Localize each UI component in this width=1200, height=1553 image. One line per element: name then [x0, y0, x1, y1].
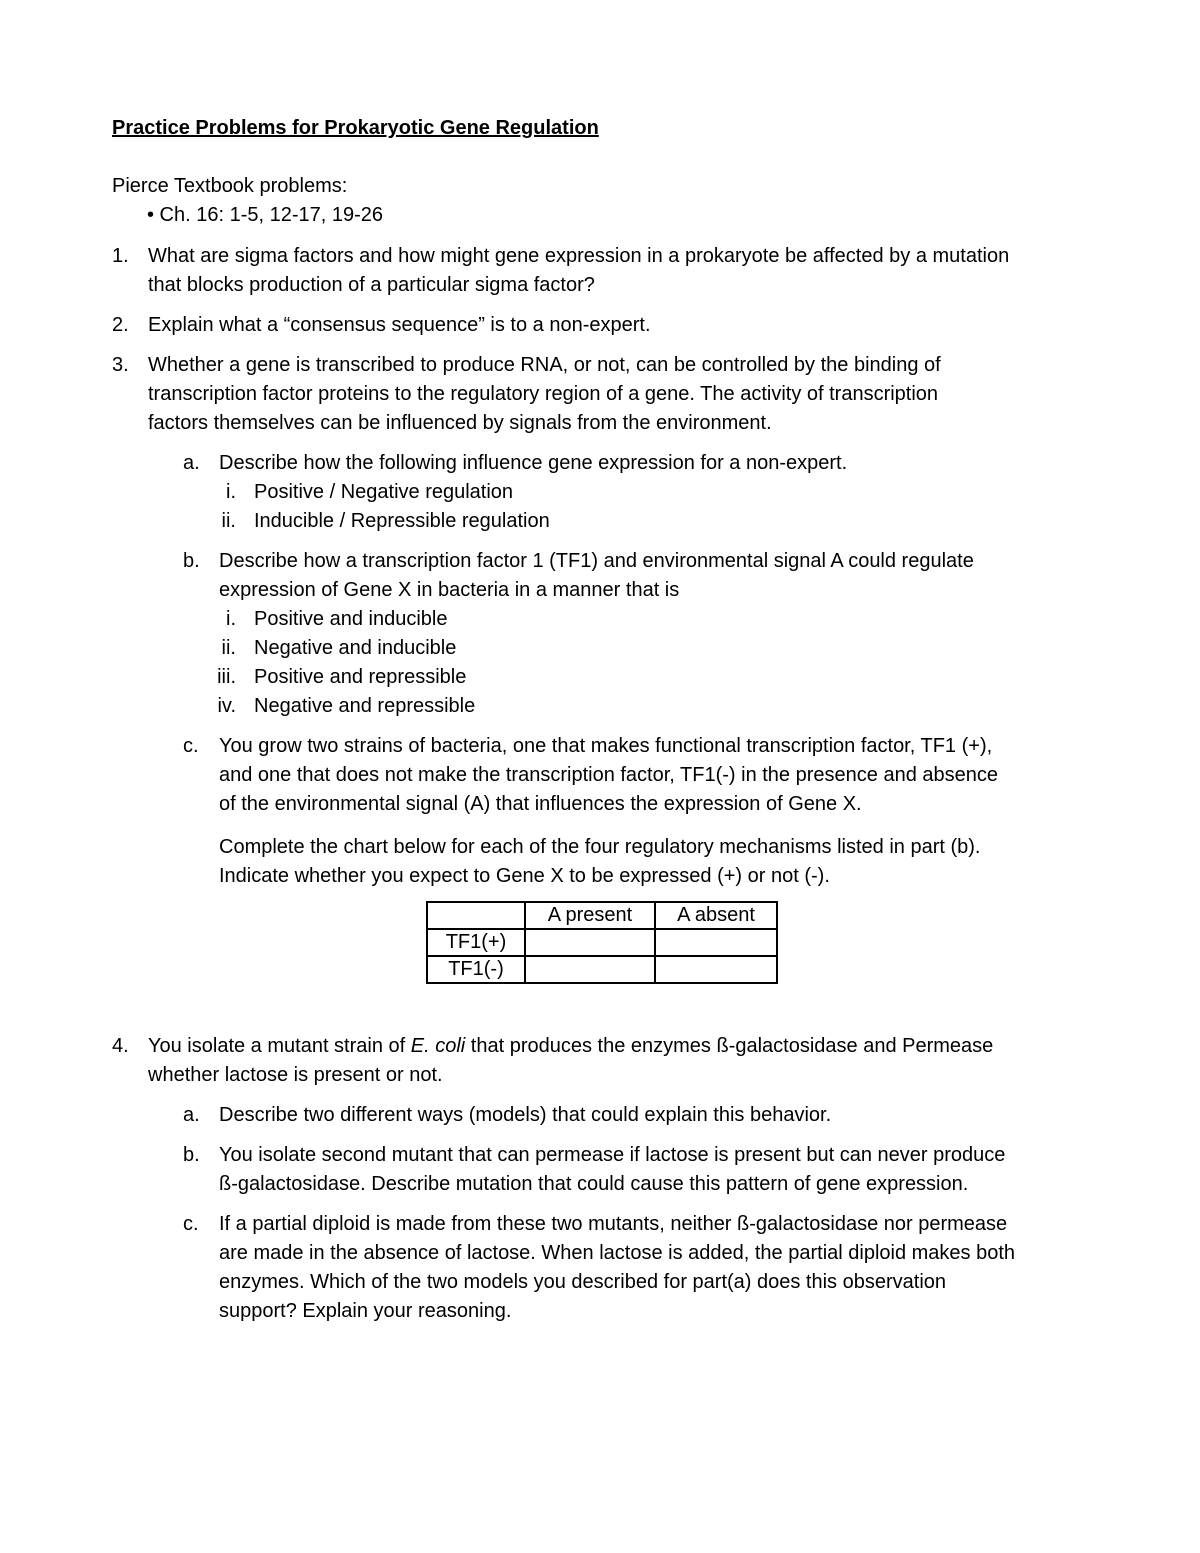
- table-row: [427, 929, 777, 956]
- q3b-iv-text: Negative and repressible: [254, 695, 476, 717]
- q3a-i-label: i.: [226, 481, 236, 503]
- q4c-line1: If a partial diploid is made from these two mutants, neither ß-galactosidase nor permease: [219, 1213, 1008, 1235]
- q4a-text: Describe two different ways (models) that could explain this behavior.: [219, 1104, 832, 1126]
- cell-tf1-minus-a-absent[interactable]: [655, 956, 777, 983]
- q3a-text: Describe how the following influence gene expression for a non-expert.: [219, 452, 848, 474]
- q3-line1: Whether a gene is transcribed to produce RNA, or not, can be controlled by the binding of: [148, 354, 941, 376]
- q3-line3: factors themselves can be influenced by signals from the environment.: [148, 412, 772, 434]
- q3c-line2: and one that does not make the transcription factor, TF1(-) in the presence and absence: [219, 764, 998, 786]
- q3a-label: a.: [183, 452, 200, 474]
- q3-line2: transcription factor proteins to the regulatory region of a gene. The activity of transcription: [148, 383, 939, 405]
- q1-number: 1.: [112, 245, 129, 267]
- q3c-label: c.: [183, 735, 199, 757]
- row-label-tf1-plus: TF1(+): [427, 929, 525, 956]
- q3c-line3: of the environmental signal (A) that influences the expression of Gene X.: [219, 793, 862, 815]
- table-row: [427, 956, 777, 983]
- q3a-ii-label: ii.: [221, 510, 236, 532]
- q3c-line5: Indicate whether you expect to Gene X to be expressed (+) or not (-).: [219, 865, 830, 887]
- expression-chart-table: [426, 901, 778, 984]
- q4a-label: a.: [183, 1104, 200, 1126]
- page-title: Practice Problems for Prokaryotic Gene Regulation: [112, 117, 599, 139]
- q4-number: 4.: [112, 1035, 129, 1057]
- q3b-iv-label: iv.: [217, 695, 236, 717]
- q4-line1: [148, 1032, 993, 1061]
- q3b-ii-label: ii.: [221, 637, 236, 659]
- q2-line1: Explain what a “consensus sequence” is to a non-expert.: [148, 314, 651, 336]
- q4-line1-post: that produces the enzymes ß-galactosidase and Permease: [465, 1035, 994, 1057]
- header-a-present: A present: [525, 902, 655, 929]
- cell-tf1-minus-a-present[interactable]: [525, 956, 655, 983]
- q3a-ii-text: Inducible / Repressible regulation: [254, 510, 550, 532]
- q3b-iii-text: Positive and repressible: [254, 666, 467, 688]
- q3b-i-label: i.: [226, 608, 236, 630]
- row-label-tf1-minus: TF1(-): [427, 956, 525, 983]
- chapter-bullet: • Ch. 16: 1-5, 12-17, 19-26: [147, 204, 384, 226]
- q3a-i-text: Positive / Negative regulation: [254, 481, 514, 503]
- q4-line1-organism: E. coli: [410, 1035, 466, 1057]
- q4b-label: b.: [183, 1144, 200, 1166]
- q3b-i-text: Positive and inducible: [254, 608, 448, 630]
- q3c-line1: You grow two strains of bacteria, one that makes functional transcription factor, TF1 (+),: [219, 735, 993, 757]
- table-corner-cell: [427, 902, 525, 929]
- q3b-ii-text: Negative and inducible: [254, 637, 457, 659]
- q3b-line1: Describe how a transcription factor 1 (TF1) and environmental signal A could regulate: [219, 550, 974, 572]
- cell-tf1-plus-a-absent[interactable]: [655, 929, 777, 956]
- q3c-line4: Complete the chart below for each of the four regulatory mechanisms listed in part (b).: [219, 836, 981, 858]
- intro-text: Pierce Textbook problems:: [112, 175, 348, 197]
- q4c-line2: are made in the absence of lactose. When lactose is added, the partial diploid makes both: [219, 1242, 1016, 1264]
- q1-line1: What are sigma factors and how might gene expression in a prokaryote be affected by a mutation: [148, 245, 1010, 267]
- q4b-line2: ß-galactosidase. Describe mutation that could cause this pattern of gene expression.: [219, 1173, 969, 1195]
- q3-number: 3.: [112, 354, 129, 376]
- q3b-line2: expression of Gene X in bacteria in a manner that is: [219, 579, 680, 601]
- q1-line2: that blocks production of a particular sigma factor?: [148, 274, 595, 296]
- q3b-label: b.: [183, 550, 200, 572]
- q4c-line4: support? Explain your reasoning.: [219, 1300, 512, 1322]
- q4b-line1: You isolate second mutant that can permease if lactose is present but can never produce: [219, 1144, 1006, 1166]
- q4c-label: c.: [183, 1213, 199, 1235]
- q3b-iii-label: iii.: [217, 666, 236, 688]
- q4-line1-pre: You isolate a mutant strain of: [148, 1035, 411, 1057]
- cell-tf1-plus-a-present[interactable]: [525, 929, 655, 956]
- q4-line2: whether lactose is present or not.: [148, 1064, 443, 1086]
- q4c-line3: enzymes. Which of the two models you described for part(a) does this observation: [219, 1271, 947, 1293]
- header-a-absent: A absent: [655, 902, 777, 929]
- table-header-row: [427, 902, 777, 929]
- q2-number: 2.: [112, 314, 129, 336]
